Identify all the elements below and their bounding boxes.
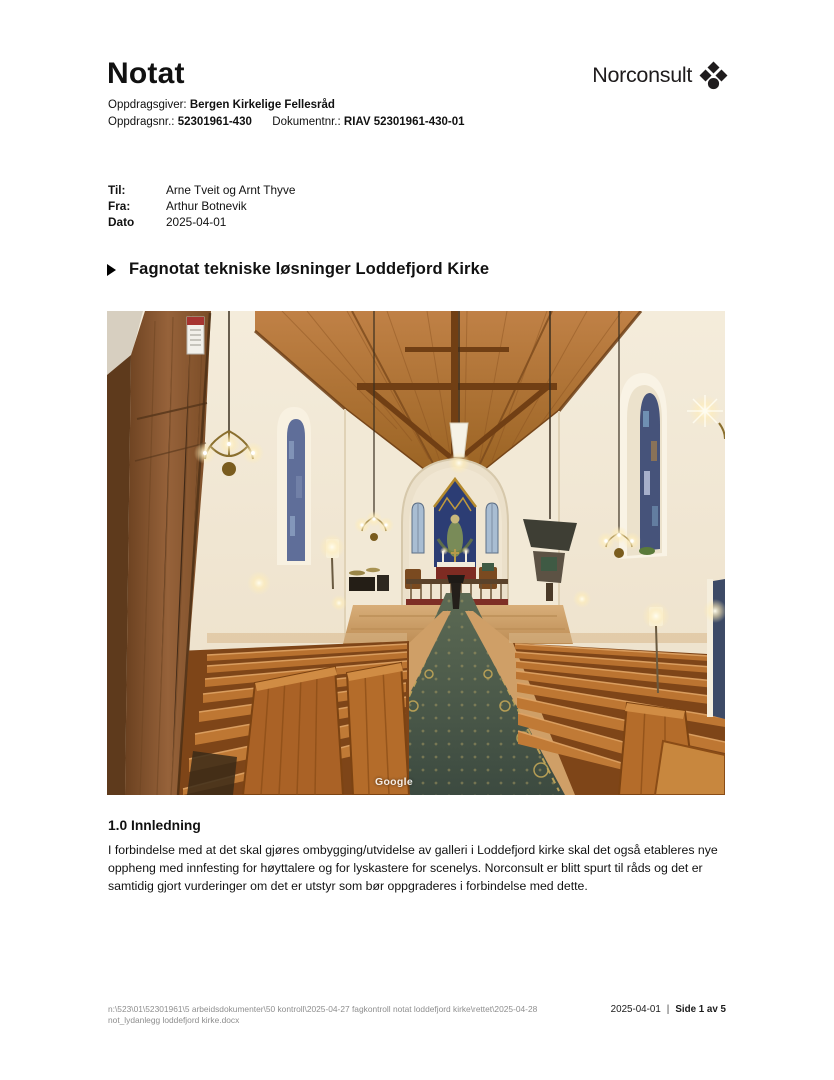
- page-title: Notat: [107, 57, 185, 90]
- docnr-value: RIAV 52301961-430-01: [343, 116, 465, 128]
- footer-page-info: [611, 1004, 726, 1015]
- footer-file-path: [108, 1004, 583, 1026]
- client-value: Bergen Kirkelige Fellesråd: [189, 99, 335, 111]
- date-label: Dato: [108, 215, 135, 229]
- church-photo-illustration: [107, 311, 725, 795]
- footer-file-path-line1: n:\523\01\52301961\5 arbeidsdokumenter\50 kontroll\2025-04-27 fagkontroll notat loddefjord kirke\rettet\2025-04-28: [108, 1004, 538, 1014]
- section-heading: 1.0 Innledning: [108, 818, 201, 833]
- norconsult-logo: [588, 58, 728, 92]
- docnr-label: Dokumentnr.:: [272, 116, 341, 128]
- body-paragraph: I forbindelse med at det skal gjøres ombygging/utvidelse av galleri i Loddefjord kirke skal det også etableres nye oppheng med innfesting for høyttalere og for lyskastere for scenelys. Norconsult er blitt spurt til råds og det er samtidig gjort vurderinger om det er utstyr som bør oppgraderes i forbindelse med dette.: [108, 843, 718, 894]
- church-interior-photo: [107, 311, 725, 795]
- from-row: [108, 198, 295, 214]
- project-value: 52301961-430: [177, 116, 252, 128]
- google-watermark: Google: [375, 776, 413, 788]
- main-heading: [107, 260, 489, 279]
- date-row: [108, 214, 295, 230]
- project-label: Oppdragsnr.:: [108, 116, 175, 128]
- footer-page-number: Side 1 av 5: [675, 1004, 726, 1015]
- main-heading-text: Fagnotat tekniske løsninger Loddefjord Kirke: [129, 260, 490, 278]
- footer-date: 2025-04-01: [610, 1004, 661, 1015]
- date-value: 2025-04-01: [166, 215, 227, 229]
- to-row: [108, 182, 295, 198]
- footer-file-path-line2: not_lydanlegg loddefjord kirke.docx: [108, 1015, 240, 1025]
- project-line: [108, 116, 465, 128]
- client-line: [108, 99, 335, 111]
- to-value: Arne Tveit og Arnt Thyve: [166, 183, 296, 197]
- recipient-block: [108, 182, 295, 230]
- to-label: Til:: [108, 183, 126, 197]
- triangle-bullet-icon: [107, 264, 116, 276]
- norconsult-logo-text: Norconsult: [592, 62, 692, 87]
- norconsult-diamonds-icon: [699, 61, 728, 90]
- from-value: Arthur Botnevik: [166, 199, 247, 213]
- from-label: Fra:: [108, 199, 131, 213]
- footer-separator: |: [666, 1004, 670, 1015]
- client-label: Oppdragsgiver:: [108, 99, 187, 111]
